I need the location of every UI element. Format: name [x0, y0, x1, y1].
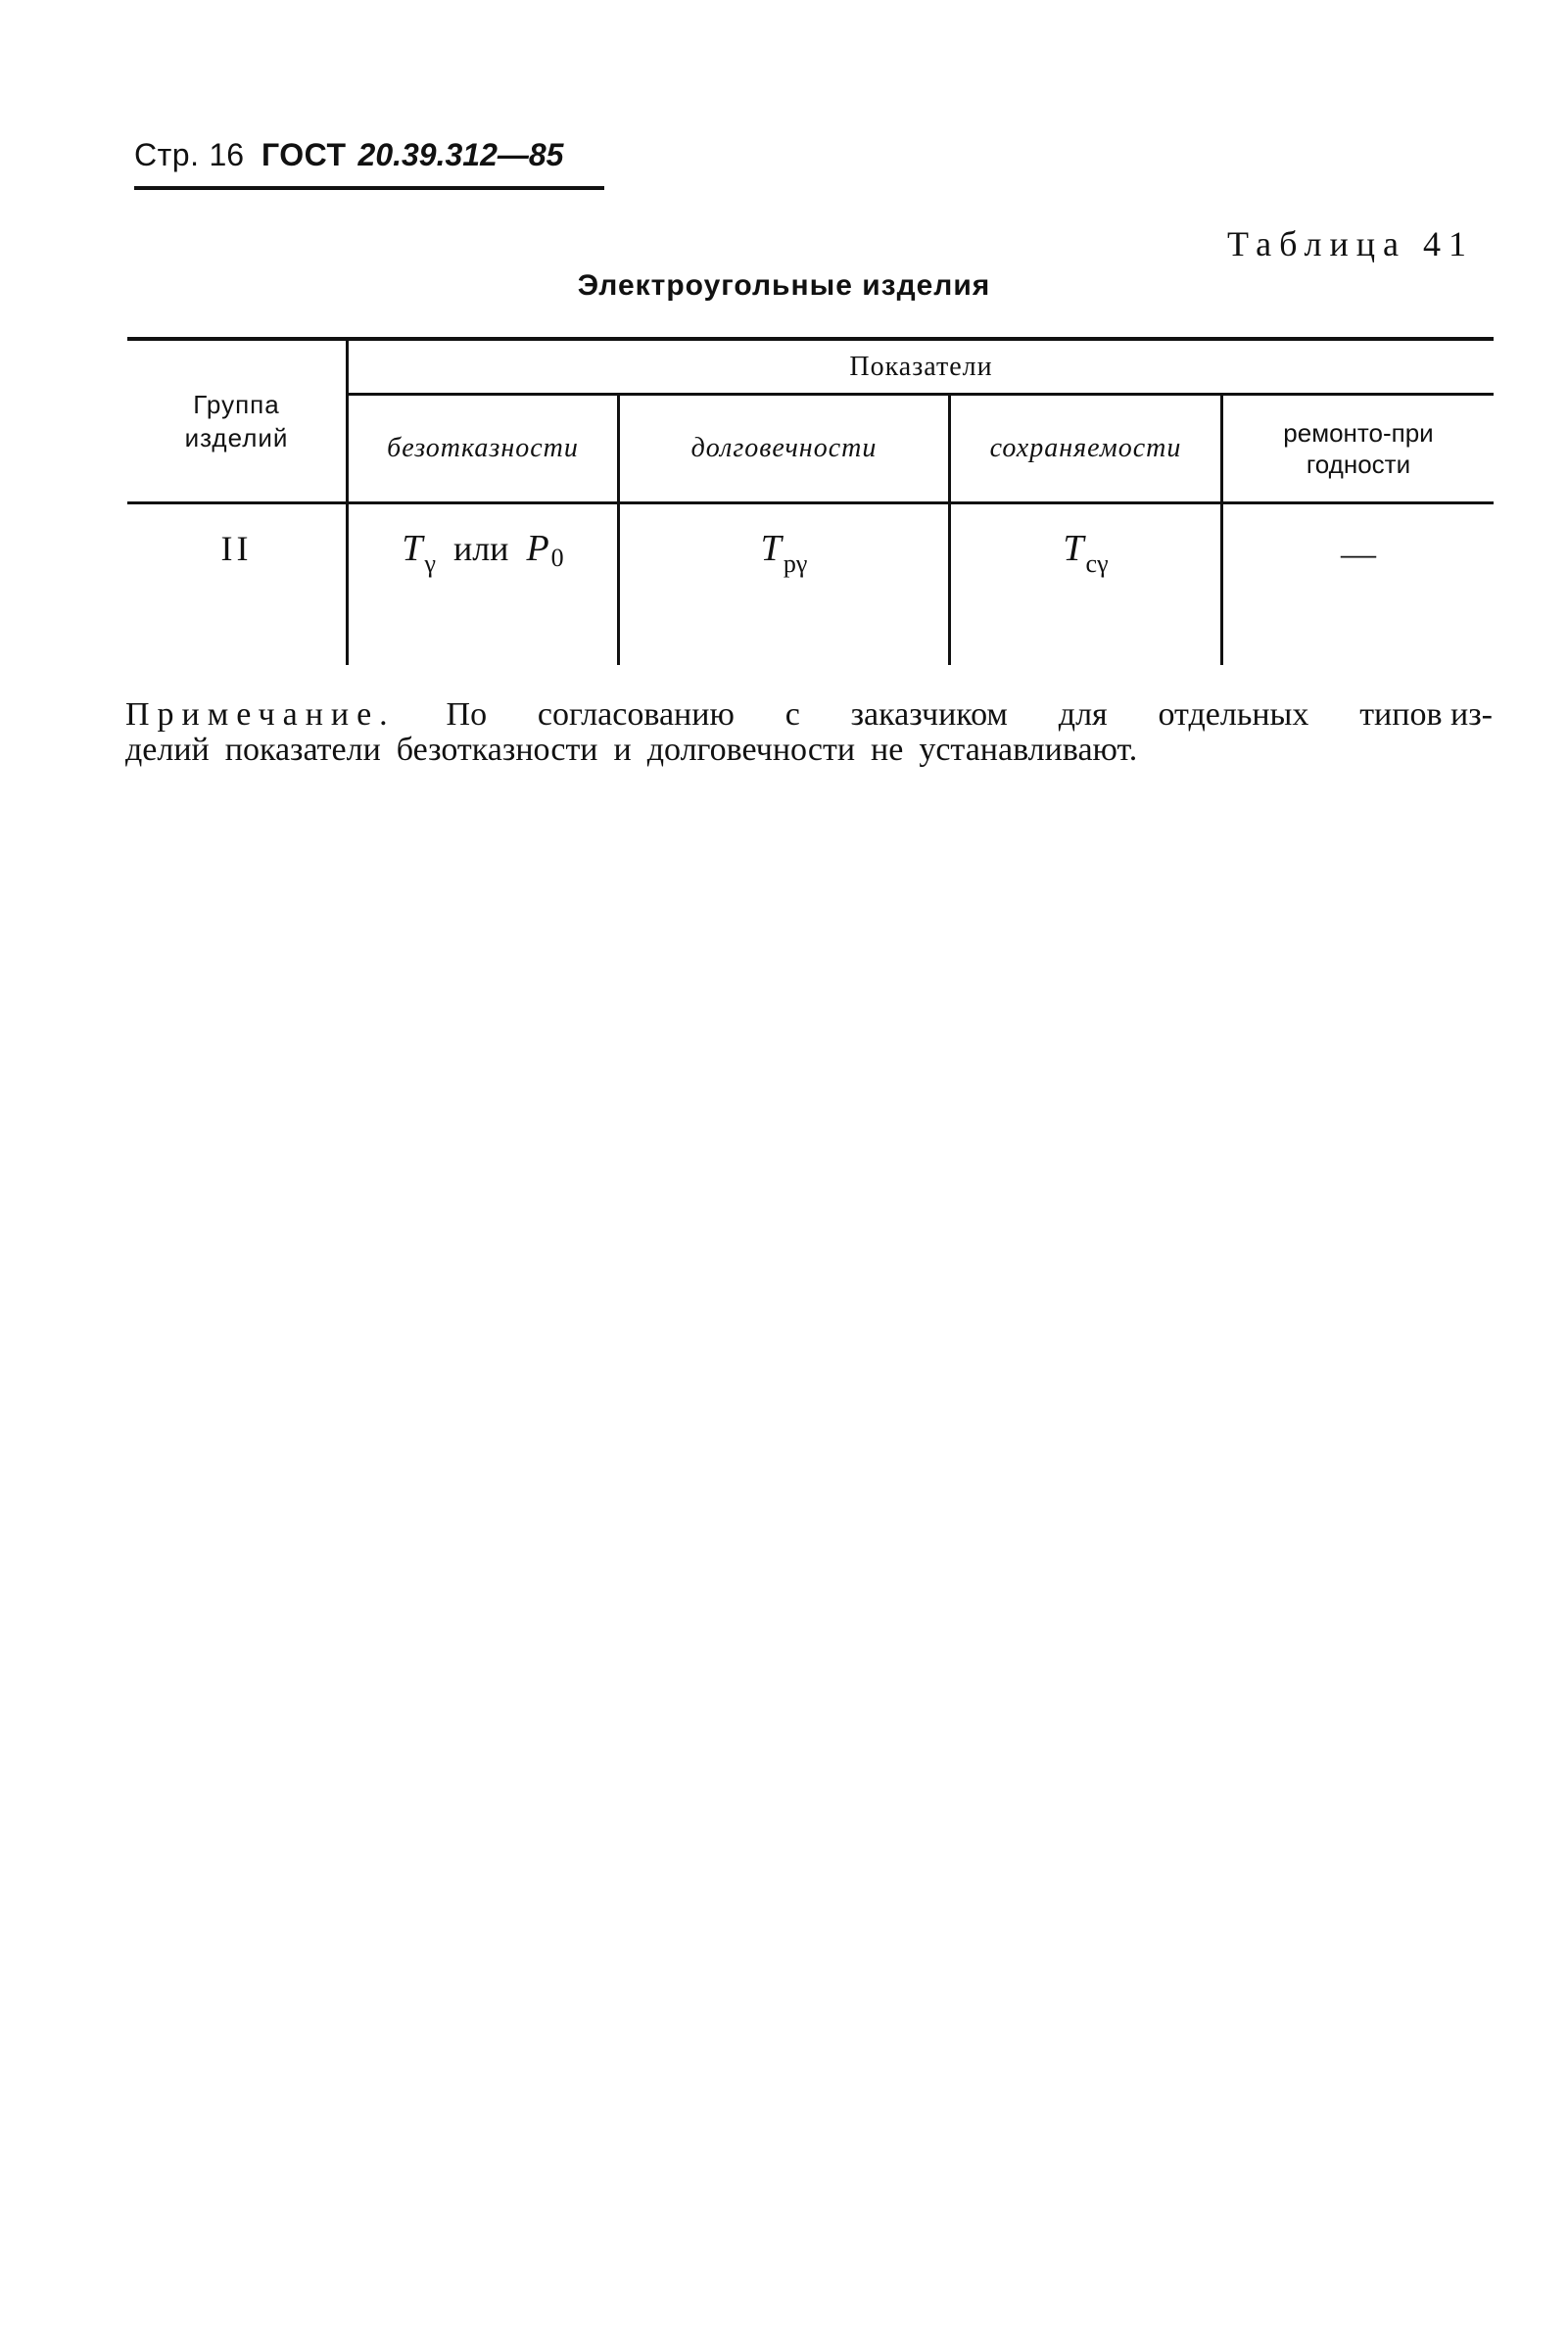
- storability-subscript: сγ: [1085, 549, 1109, 578]
- page-number: 16: [209, 137, 245, 172]
- row-group-value: II: [220, 529, 253, 568]
- col-header-durability-label: долговечности: [690, 433, 878, 463]
- note-word: показатели: [224, 732, 381, 768]
- table-title: Электроугольные изделия: [577, 269, 991, 302]
- row-reliability-cell: [349, 529, 617, 597]
- col-header-reliability: [349, 396, 617, 501]
- row-durability-cell: [620, 529, 948, 597]
- standard-number: 20.39.312—85: [357, 137, 564, 172]
- reliability-subscript-2: 0: [550, 544, 564, 572]
- reliability-conjunction: или: [452, 529, 509, 568]
- group-header-cell: [127, 340, 346, 501]
- note-line-2: [125, 733, 1493, 768]
- durability-formula: [760, 528, 808, 578]
- reliability-symbol-2: P: [526, 528, 549, 569]
- header-bottom-rule: [127, 501, 1494, 504]
- standard-name: ГОСТ: [261, 137, 347, 172]
- durability-subscript: рγ: [783, 549, 808, 578]
- indicators-table: [0, 0, 1568, 686]
- note-word: заказчиком: [850, 696, 1008, 733]
- col-header-maintainability: [1223, 396, 1494, 501]
- note-word: делий: [125, 732, 210, 768]
- note-word: По: [446, 696, 488, 733]
- col-header-durability: [620, 396, 948, 501]
- note-word: долговечности: [646, 732, 856, 768]
- storability-symbol: T: [1063, 528, 1084, 569]
- storability-formula: [1063, 528, 1109, 578]
- note-word: согласованию: [537, 696, 735, 733]
- col-header-reliability-label: безотказности: [387, 433, 579, 463]
- reliability-symbol: T: [402, 528, 423, 569]
- indicators-header-label: Показатели: [849, 351, 993, 382]
- note-word: безотказности: [396, 732, 598, 768]
- note-word: устанавливают.: [919, 732, 1138, 768]
- page-label: Стр.: [134, 137, 200, 172]
- group-header-label: Группа изделий: [184, 389, 289, 452]
- col-header-storability-label: сохраняемости: [989, 433, 1182, 463]
- col-header-maintainability-label: ремонто-пригодности: [1283, 418, 1434, 479]
- note-word: для: [1058, 696, 1108, 733]
- row-storability-cell: [951, 529, 1220, 597]
- note-heading: Примечание.: [125, 696, 396, 733]
- note-line-1: [125, 697, 1493, 733]
- col-header-storability: [951, 396, 1220, 501]
- indicators-header-cell: [349, 341, 1494, 393]
- note-word: и: [613, 732, 632, 768]
- maintainability-value: —: [1341, 534, 1376, 573]
- row-group-cell: [127, 529, 346, 588]
- reliability-subscript: γ: [424, 549, 436, 578]
- row-maintainability-cell: [1223, 534, 1494, 593]
- note-word: не: [871, 732, 904, 768]
- table-label: Таблица 41: [1227, 224, 1474, 263]
- note-word: типов из-: [1359, 696, 1493, 733]
- reliability-formula: [402, 528, 564, 578]
- note-word: с: [784, 696, 800, 733]
- table-note: [125, 697, 1493, 768]
- note-word: отдельных: [1158, 696, 1309, 733]
- durability-symbol: T: [760, 528, 782, 569]
